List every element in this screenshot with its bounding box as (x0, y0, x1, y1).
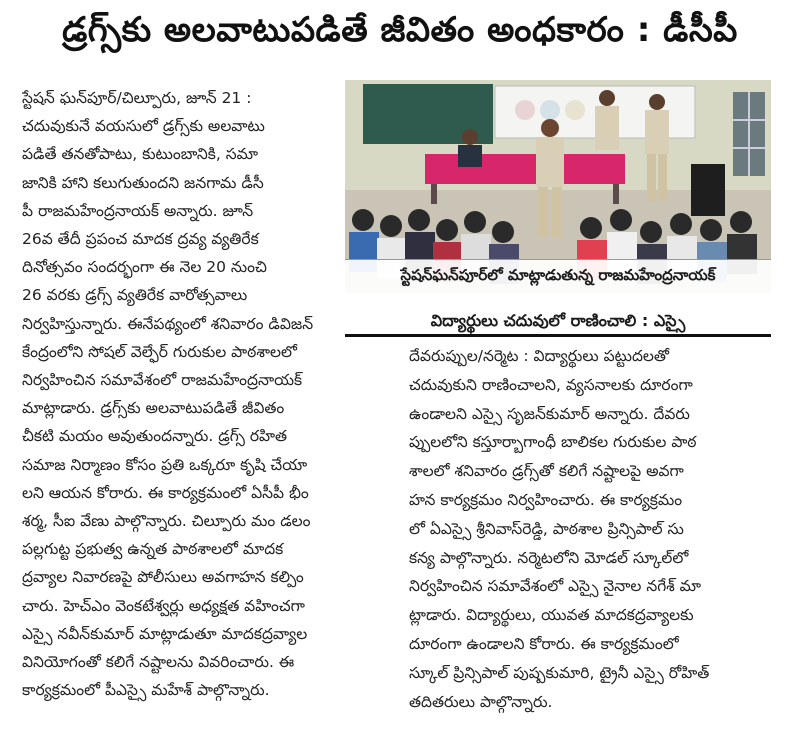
article-line: లో ఏఎస్సై శ్రీనివాస్‌రెడ్డి, పాఠశాల ప్రిన్సిపాల్ సు (409, 519, 684, 538)
article-line: శాలలో శనివారం డ్రగ్స్‌తో కలిగే నష్టాలపై అవగా (409, 462, 684, 481)
article-line: ఉండాలని ఎస్సై సృజన్‌కుమార్ అన్నారు. దేవరు (409, 404, 690, 423)
right-article-body (409, 342, 771, 716)
article-line: స్టేషన్ ఘన్‌పూర్/చిల్పూరు, జూన్ 21 : (22, 89, 252, 107)
article-line: నిర్వహించిన సమావేశంలో ఎస్సై నైనాల నగేశ్ మా (409, 577, 702, 596)
article-line: మాట్లాడారు. డ్రగ్స్‌కు అలవాటుపడితే జీవితం (22, 399, 285, 418)
article-line: జానికి హాని కలుగుతుందని జనగామ డీసీ (22, 173, 264, 192)
article-line: చీకటి మయం అవుతుందన్నారు. డ్రగ్స్ రహిత (22, 427, 288, 446)
article-line: ఎస్సై నవీన్‌కుమార్ మాట్లాడుతూ మాదకద్రవ్యాల (22, 624, 308, 643)
article-line: చదువుకునే వయసులో డ్రగ్స్‌కు అలవాటు (22, 117, 265, 136)
article-line: తదితరులు పాల్గొన్నారు. (409, 692, 553, 711)
article-line: ద్రవ్యాల నివారణపై పోలీసులు అవగాహన కల్పిం (22, 568, 304, 587)
left-article-body (22, 84, 337, 704)
article-line: ప్పులలోని కస్తూర్బాగాంధీ బాలికల గురుకుల పాఠ (409, 433, 697, 452)
article-line: పల్లగుట్ట ప్రభుత్వ ఉన్నత పాఠశాలలో మాదక (22, 540, 284, 559)
article-line: 26వ తేదీ ప్రపంచ మాదక ద్రవ్య వ్యతిరేక (22, 230, 259, 249)
article-line: వినియోగంతో కలిగే నష్టాలను వివరించారు. ఈ (22, 653, 295, 672)
article-line: దూరంగా ఉండాలని కోరారు. ఈ కార్యక్రమంలో (409, 634, 679, 653)
photo-caption: స్టేషన్‌ఘన్‌పూర్‌లో మాట్లాడుతున్న రాజమహేంద్రనాయక్ (345, 259, 771, 294)
article-line: పడితే తనతోపాటు, కుటుంబానికి, సమా (22, 145, 258, 164)
article-line: స్కూల్ ప్రిన్సిపాల్ పుష్పకుమారి, ట్రైనీ ఎస్సై రోహిత్ (409, 663, 710, 682)
article-line: కార్యక్రమంలో పీఎస్సై మహేశ్ పాల్గొన్నారు. (22, 681, 270, 700)
article-line: కేంద్రంలోని సోషల్ వెల్ఫేర్ గురుకుల పాఠశాలలో (22, 342, 297, 361)
article-line: చారు. హెచ్‌ఎం వెంకటేశ్వర్లు అధ్యక్షత వహించగా (22, 596, 305, 615)
article-line: లని ఆయన కోరారు. ఈ కార్యక్రమంలో ఏసీపీ భీం (22, 483, 309, 502)
right-article-title: విద్యార్థులు చదువులో రాణించాలి : ఎస్సై (345, 308, 771, 337)
article-line: చదువుకుని రాణించాలని, వ్యసనాలకు దూరంగా (409, 375, 693, 394)
article-line: నిర్వహిస్తున్నారు. ఈనేపథ్యంలో శనివారం డివిజన్ (22, 314, 314, 333)
article-line: పీ రాజమహేంద్రనాయక్ అన్నారు. జూన్ (22, 201, 254, 220)
article-line: ట్లాడారు. విద్యార్థులు, యువత మాదకద్రవ్యాలకు (409, 606, 694, 625)
headline: డ్రగ్స్‌కు అలవాటుపడితే జీవితం అంధకారం : డీసీపీ (62, 10, 738, 50)
article-line: దినోత్సవం సందర్భంగా ఈ నెల 20 నుంచి (22, 258, 267, 277)
article-line: 26 వరకు డ్రగ్స్ వ్యతిరేక వారోత్సవాలు (22, 286, 248, 305)
article-line: శర్మ, సీఐ వేణు పాల్గొన్నారు. చిల్పూరు మం డలం (22, 512, 311, 531)
article-line: దేవరుప్పుల/నర్మెట : విద్యార్థులు పట్టుదలతో (409, 347, 670, 365)
article-line: నిర్వహించిన సమావేశంలో రాజమహేంద్రనాయక్ (22, 371, 303, 390)
article-line: కన్య పాల్గొన్నారు. నర్మెటలోని మోడల్ స్కూల్‌లో (409, 548, 689, 567)
article-line: సమాజ నిర్మాణం కోసం ప్రతి ఒక్కరూ కృషి చేయా (22, 455, 308, 474)
article-line: హన కార్యక్రమం నిర్వహించారు. ఈ కార్యక్రమం (409, 490, 683, 509)
